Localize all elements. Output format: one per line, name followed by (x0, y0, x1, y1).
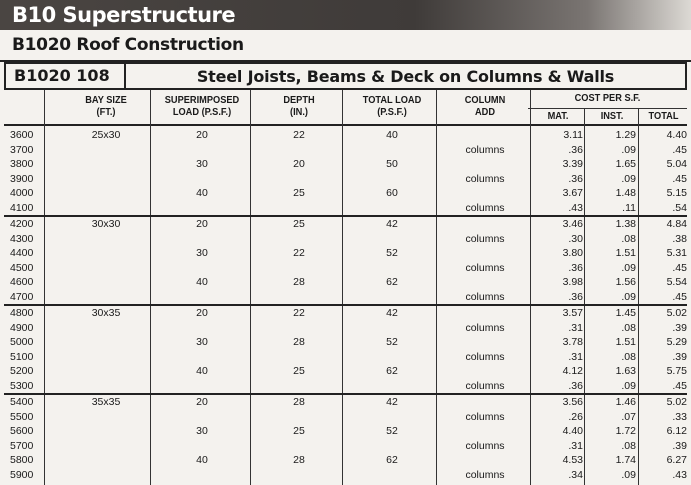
table-row (4, 261, 687, 276)
table-row (4, 379, 687, 394)
divider (528, 108, 687, 109)
table-row (4, 201, 687, 216)
cell-inst: 1.46 (615, 396, 636, 408)
cell-tot: 5.54 (666, 276, 687, 288)
table-row (4, 172, 687, 187)
cell-num: 3900 (10, 172, 34, 185)
cell-inst: .08 (621, 350, 636, 363)
cell-num: 4800 (10, 307, 34, 319)
cell-col: columns (465, 172, 505, 185)
cell-mat: 3.39 (562, 158, 583, 170)
cell-load: 20 (196, 129, 208, 141)
cell-num: 3600 (10, 129, 34, 141)
table-row (4, 217, 687, 232)
cell-inst: 1.74 (615, 454, 636, 466)
cell-inst: .09 (621, 290, 636, 303)
cell-load: 40 (196, 187, 208, 199)
cell-num: 4700 (10, 290, 34, 303)
cell-load: 20 (196, 396, 208, 408)
table-row (4, 157, 687, 172)
cell-num: 5800 (10, 454, 34, 466)
cell-mat: 3.67 (562, 187, 583, 199)
cell-num: 5700 (10, 439, 34, 452)
table-row (4, 306, 687, 321)
header-total: TOTAL (648, 110, 679, 122)
cell-col: columns (465, 379, 505, 392)
table-row (4, 246, 687, 261)
header-column-add: COLUMN ADD (464, 94, 506, 118)
header-cost-per-sf: COST PER S.F. (574, 92, 641, 104)
cell-mat: .36 (568, 379, 583, 392)
cell-mat: .36 (568, 172, 583, 185)
cell-load: 20 (196, 218, 208, 230)
system-title: Steel Joists, Beams & Deck on Columns & Walls (196, 66, 615, 86)
cell-tot: .39 (672, 439, 687, 452)
table-row (4, 143, 687, 158)
cell-mat: .36 (568, 290, 583, 303)
cell-depth: 28 (293, 336, 305, 348)
cell-load: 30 (196, 158, 208, 170)
cell-mat: .26 (568, 410, 583, 423)
header-inst: INST. (600, 110, 624, 122)
cell-inst: .08 (621, 321, 636, 334)
table-row (4, 275, 687, 290)
cell-total: 50 (386, 158, 398, 170)
header-superimposed-load: SUPERIMPOSED LOAD (P.S.F.) (164, 94, 240, 118)
cell-depth: 28 (293, 396, 305, 408)
cell-mat: 3.56 (562, 396, 583, 408)
cell-col: columns (465, 439, 505, 452)
table-row (4, 290, 687, 305)
cell-load: 40 (196, 365, 208, 377)
cell-mat: .34 (568, 468, 583, 481)
cell-num: 4500 (10, 261, 34, 274)
cell-num: 5100 (10, 350, 34, 363)
cell-inst: 1.51 (615, 336, 636, 348)
cell-depth: 20 (293, 158, 305, 170)
cell-inst: .08 (621, 232, 636, 245)
cell-inst: .09 (621, 172, 636, 185)
cell-inst: 1.65 (615, 158, 636, 170)
cell-inst: 1.63 (615, 365, 636, 377)
cell-inst: .09 (621, 143, 636, 156)
cell-inst: 1.48 (615, 187, 636, 199)
cell-inst: 1.45 (615, 307, 636, 319)
cell-col: columns (465, 143, 505, 156)
table-row (4, 468, 687, 483)
cell-col: columns (465, 410, 505, 423)
cell-tot: 5.02 (666, 396, 687, 408)
table-row (4, 321, 687, 336)
subsection-title: B1020 Roof Construction (12, 35, 244, 55)
cell-tot: 5.31 (666, 247, 687, 259)
cell-bay: 30x30 (91, 218, 121, 230)
cell-tot: 6.27 (666, 454, 687, 466)
cell-num: 3700 (10, 143, 34, 156)
system-header (4, 62, 687, 90)
cell-mat: .43 (568, 201, 583, 214)
cell-tot: .39 (672, 321, 687, 334)
cell-inst: .08 (621, 439, 636, 452)
cell-num: 4000 (10, 187, 34, 199)
table-row (4, 439, 687, 454)
cell-num: 5500 (10, 410, 34, 423)
header-bay-size: BAY SIZE (FT.) (85, 94, 127, 118)
cell-mat: 3.78 (562, 336, 583, 348)
table-row (4, 335, 687, 350)
cell-total: 42 (386, 218, 398, 230)
cell-tot: .39 (672, 350, 687, 363)
cell-mat: .36 (568, 261, 583, 274)
cell-mat: 3.57 (562, 307, 583, 319)
cell-tot: .43 (672, 468, 687, 481)
cell-inst: .07 (621, 410, 636, 423)
cell-col: columns (465, 201, 505, 214)
table-row (4, 350, 687, 365)
cell-num: 4200 (10, 218, 34, 230)
header-total-load: TOTAL LOAD (P.S.F.) (362, 94, 422, 118)
cell-total: 60 (386, 187, 398, 199)
cell-col: columns (465, 350, 505, 363)
cell-total: 62 (386, 365, 398, 377)
cell-inst: .09 (621, 379, 636, 392)
header-depth: DEPTH (IN.) (283, 94, 315, 118)
table-row (4, 186, 687, 201)
cell-mat: .31 (568, 439, 583, 452)
cell-col: columns (465, 468, 505, 481)
cell-inst: 1.38 (615, 218, 636, 230)
cell-depth: 28 (293, 276, 305, 288)
table-row (4, 453, 687, 468)
cell-tot: .45 (672, 172, 687, 185)
cell-inst: .09 (621, 468, 636, 481)
cell-num: 5900 (10, 468, 34, 481)
cell-load: 30 (196, 425, 208, 437)
cell-num: 5000 (10, 336, 34, 348)
cell-inst: 1.51 (615, 247, 636, 259)
cell-load: 40 (196, 276, 208, 288)
cell-mat: .30 (568, 232, 583, 245)
cell-total: 62 (386, 276, 398, 288)
cell-mat: 3.98 (562, 276, 583, 288)
cell-inst: .09 (621, 261, 636, 274)
cell-depth: 25 (293, 425, 305, 437)
table-row (4, 364, 687, 379)
cell-load: 30 (196, 336, 208, 348)
table-row (4, 128, 687, 143)
cell-mat: 4.40 (562, 425, 583, 437)
system-code: B1020 108 (6, 64, 126, 88)
cell-mat: 3.11 (563, 129, 583, 141)
cell-depth: 25 (293, 218, 305, 230)
cell-total: 42 (386, 307, 398, 319)
cell-total: 52 (386, 247, 398, 259)
cell-bay: 30x35 (91, 307, 121, 319)
cell-mat: 3.46 (562, 218, 583, 230)
table-row (4, 424, 687, 439)
cell-col: columns (465, 232, 505, 245)
cell-num: 4300 (10, 232, 34, 245)
section-title-bar: B10 Superstructure (0, 0, 691, 30)
cell-depth: 25 (293, 187, 305, 199)
cell-depth: 22 (293, 129, 305, 141)
cell-inst: .11 (622, 201, 636, 214)
table-row (4, 232, 687, 247)
cell-tot: .45 (672, 261, 687, 274)
cell-depth: 25 (293, 365, 305, 377)
cell-tot: .38 (672, 232, 687, 245)
cell-num: 4900 (10, 321, 34, 334)
cell-tot: 6.12 (666, 425, 687, 437)
cell-tot: 5.75 (666, 365, 687, 377)
cell-tot: 4.84 (666, 218, 687, 230)
cell-num: 5200 (10, 365, 34, 377)
cell-tot: 4.40 (666, 129, 687, 141)
cell-tot: .54 (672, 201, 687, 214)
cell-tot: 5.04 (666, 158, 687, 170)
cell-inst: 1.29 (615, 129, 636, 141)
cell-inst: 1.56 (615, 276, 636, 288)
cell-mat: 4.12 (562, 365, 583, 377)
cell-num: 3800 (10, 158, 34, 170)
cell-inst: 1.72 (615, 425, 636, 437)
cell-mat: 4.53 (562, 454, 583, 466)
cell-bay: 25x30 (91, 129, 121, 141)
table-row (4, 410, 687, 425)
cell-tot: 5.02 (666, 307, 687, 319)
cell-tot: .45 (672, 379, 687, 392)
cell-total: 52 (386, 425, 398, 437)
cell-mat: .31 (568, 321, 583, 334)
table-row (4, 395, 687, 410)
cell-depth: 22 (293, 307, 305, 319)
cell-load: 30 (196, 247, 208, 259)
cell-col: columns (465, 321, 505, 334)
cell-mat: .36 (568, 143, 583, 156)
cell-bay: 35x35 (91, 396, 121, 408)
cell-mat: .31 (568, 350, 583, 363)
cell-load: 20 (196, 307, 208, 319)
cell-depth: 28 (293, 454, 305, 466)
cell-num: 4100 (10, 201, 34, 214)
cell-num: 5600 (10, 425, 34, 437)
cost-table-body (4, 128, 687, 482)
cell-num: 5300 (10, 379, 34, 392)
cell-tot: 5.29 (666, 336, 687, 348)
cell-total: 40 (386, 129, 398, 141)
cell-total: 62 (386, 454, 398, 466)
cell-num: 5400 (10, 396, 34, 408)
cell-col: columns (465, 261, 505, 274)
header-mat: MAT. (547, 110, 569, 122)
cell-num: 4600 (10, 276, 34, 288)
cell-col: columns (465, 290, 505, 303)
cell-mat: 3.80 (562, 247, 583, 259)
cell-tot: .33 (672, 410, 687, 423)
cell-total: 52 (386, 336, 398, 348)
cell-total: 42 (386, 396, 398, 408)
cell-num: 4400 (10, 247, 34, 259)
cell-tot: .45 (672, 290, 687, 303)
cell-load: 40 (196, 454, 208, 466)
cell-depth: 22 (293, 247, 305, 259)
cell-tot: .45 (672, 143, 687, 156)
cell-tot: 5.15 (666, 187, 687, 199)
